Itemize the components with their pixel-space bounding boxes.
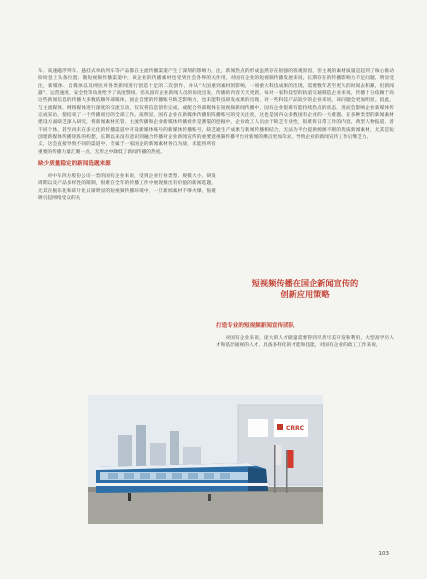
tram-illustration [88, 395, 323, 524]
section-banner-title [216, 278, 394, 300]
tram-photo [88, 395, 323, 524]
banner-title-line-1: 短视频传播在国企新闻宣传的 [251, 278, 359, 288]
right-paragraph-2: 对国有企业来说，庞大的人才储量需要得到尽善尽美开发和利用，大型高学历人才和基层通视的人才，具备多样化的才能和技能，对国有企业的政工工作来说， [216, 336, 394, 349]
right-column-lower [216, 318, 394, 350]
page-number: 103 [378, 551, 389, 557]
brand-sign: CRRC [286, 425, 305, 432]
right-section-heading: 打造专业的短视频新闻宣传团队 [216, 323, 295, 329]
banner-title-line-2: 创新应用策略 [280, 289, 330, 299]
left-paragraph-2: 对中车四方股份公司一类的国有企业来说，受到企业行业类型、规模大小、研发周期以及产品多样性的限制，很难在全年的传播工作中展现推出有价值的新闻选题，尤其在极乐化和碎片化日渐明显的短视频传播环境中，一旦新闻素材不够火爆，很难吸引起网络受众的关 [38, 174, 216, 202]
left-section-heading: 缺少质量稳定的新闻选题来源 [38, 161, 111, 168]
right-column [216, 68, 394, 141]
left-paragraph-1: 车、高速磁浮列车、悬挂式单轨列车等产品都在主流传播渠道产生了深刻的影响力，纷纷登上头条位置；微短视频传播渠道中，该企业的传播素材也受到社会各界的关注，新媒体、自媒体以及网民对各类新闻进行创造十足的二次创作，并从“大国重器”、运营速度、安全性等角度给予了高度赞扬。但从国有企业新闻人员的角度出发，这些新闻信息的传播大多数依赖外部媒体，国企自建的传播账号缺乏影响力，也未能与主流媒体、网络媒体进行深度的交流互动，仅仅将信息创作完成，或配合外部媒体完成采访，使结束了一个传播项目的全部工作。质明显，国有企业在新媒体传播矩阵建设方面缺乏深入研究，将新闻素材托管、主流传播和企业新媒体传播看作是割裂的不同个体，甚至再未在多元化的传播渠道中开设新媒体账号的新媒体传播账号，缺乏创建新媒体传播矩阵的构想，长期以来没有意识到融合传播对企业新闻宣传的重要意义，这会直接导致不同的渠道中，专属于一家国企的新闻素材各自为战，未能将所有重要的传播力量汇聚一点，无形之中降低了新闻传播的热度。 [38, 69, 216, 155]
left-column [38, 68, 216, 203]
right-paragraph-1: 注，新闻热点的形成虽然存在很强的客观原因，但主观的素材质量是起到了核心推动作用，对国有企业的短视频传播发展来说，长期存在的传播影响力不足问题，明显受到素材的影响，一项重大科技成果的出现，需要数年甚至更久的时间去积累，但新闻传播的内容天天更新，每对一家科技型的轨道交通制造企业来说，传播十分依赖于高科技研发成果的出现，对一些科技产品较少的企业来说，该问题会更加明显。因此，在短视频新闻传播中，国有企业很难有能持续热点的状态，进而会影响企业新媒体传播账号的受关注度，这也是国内众多数国有企业的一大难题。在多种类型的新闻素材挖掘中，企业政工人员由于缺乏专业性，很难将日常工作的内容，典型人物报道、普通生产成果与新闻传播相结合，无法为平台提供源源不断的优质新闻素材，尤其是短视频传播平台对新闻的爆点更加苛求，导致企业的新闻宣传工作后继乏力。 [216, 69, 394, 141]
